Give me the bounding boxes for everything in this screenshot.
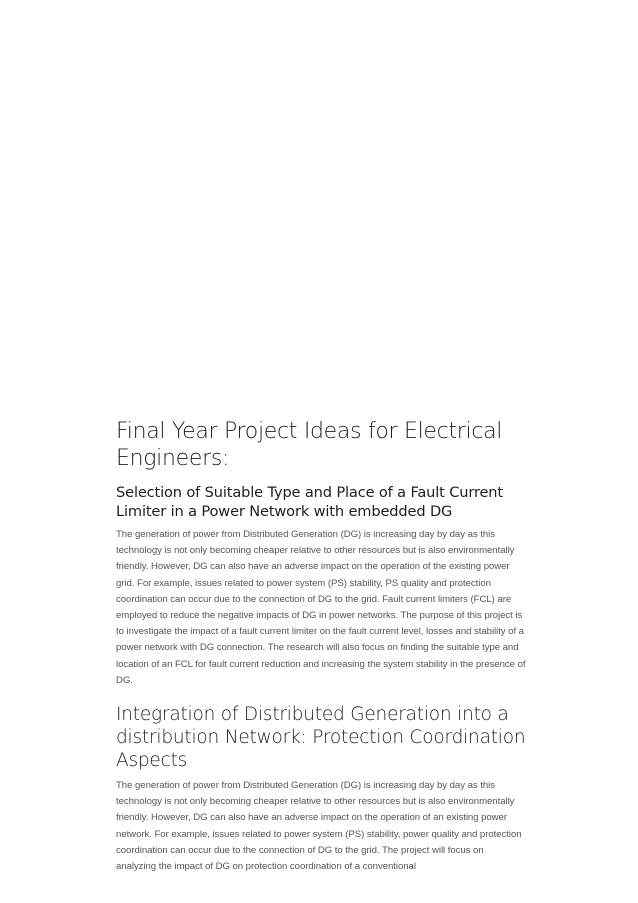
document-content: [116, 418, 526, 875]
section-1-heading: Selection of Suitable Type and Place of a Fault Current Limiter in a Power Network with embedded DG: [116, 484, 503, 520]
section-2-heading: Integration of Distributed Generation into a distribution Network: Protection Coordination Aspects: [116, 704, 526, 772]
page-title: Final Year Project Ideas for Electrical Engineers:: [116, 419, 503, 471]
section-2-body: The generation of power from Distributed Generation (DG) is increasing day by day as this technology is not only becoming cheaper relative to other resources but is also environmentally friendly. However, DG can also have an adverse impact on the operation of an existing power network. For example, issues related to power system (PS) stability, power quality and protection coordination can occur due to the connection of DG to the grid. The project will focus on analyzing the impact of DG on protection coordination of a conventional: [116, 780, 522, 873]
section-1-body: The generation of power from Distributed Generation (DG) is increasing day by day as this technology is not only becoming cheaper relative to other resources but is also environmentally friendly. However, DG can also have an adverse impact on the operation of the existing power grid. For example, issues related to power system (PS) stability, PS quality and protection coordination can occur due to the connection of DG to the grid. Fault current limiters (FCL) are employed to reduce the negative impacts of DG in power networks. The purpose of this project is to investigate the impact of a fault current limiter on the fault current level, losses and stability of a power network with DG connection. The research will also focus on finding the suitable type and location of an FCL for fault current reduction and increasing the system stability in the presence of DG.: [116, 529, 526, 686]
